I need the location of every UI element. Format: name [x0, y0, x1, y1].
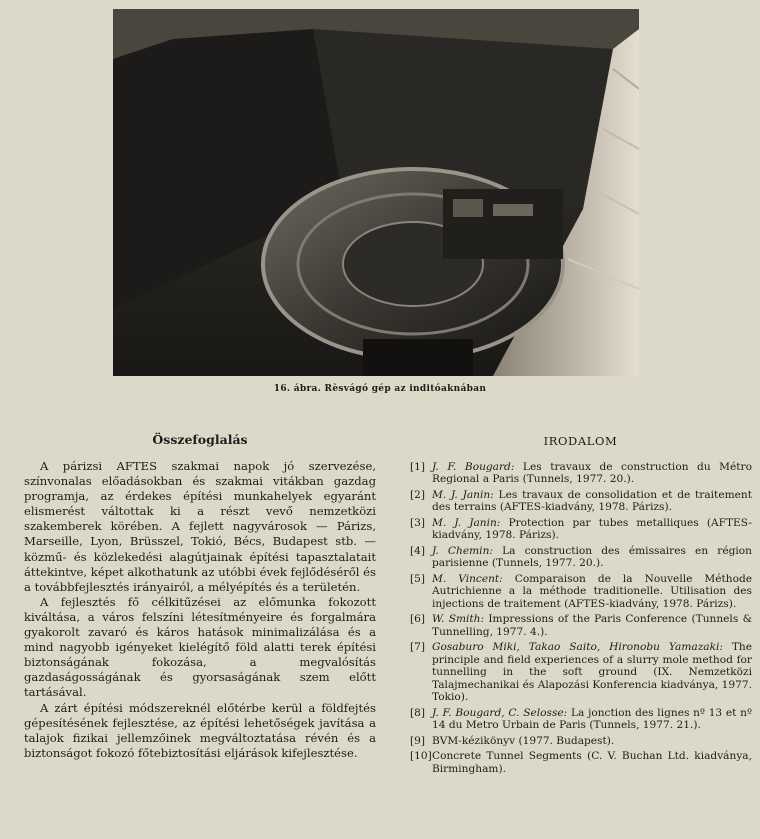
summary-text — [24, 459, 376, 761]
reference-number: [10] — [410, 750, 432, 763]
reference-text: Les travaux de consolidation et de traitement des terrains (AFTES-kiadvány, 1978. Párizs). — [432, 489, 752, 514]
reference-author: M. Vincent: — [432, 573, 503, 585]
reference-number: [2] — [410, 489, 426, 501]
reference-text: Impressions of the Paris Conference (Tunnels & Tunnelling, 1977. 4.). — [432, 613, 752, 638]
reference-number: [3] — [410, 517, 426, 529]
references-list — [410, 461, 752, 778]
summary-heading: Összefoglalás — [152, 432, 248, 447]
reference-author: W. Smith: — [432, 613, 485, 626]
reference-text: Comparaison de la Nouvelle Méthode Autrichienne a la méthode traditionelle. Utilisation des injections de traitement (AFTES-kiadvány, 1978. Párizs). — [432, 573, 753, 610]
reference-item — [410, 735, 752, 747]
reference-text: La jonction des lignes nº 13 et nº 14 du Metro Urbain de Paris (Tunnels, 1977. 21.). — [432, 706, 752, 732]
reference-number: [5] — [410, 573, 426, 585]
reference-number: [1] — [410, 461, 426, 473]
reference-number: [8] — [410, 706, 426, 719]
reference-author: J. Chemin: — [432, 545, 493, 557]
reference-text: Les travaux de construction du Métro Regional a Paris (Tunnels, 1977. 20.). — [432, 461, 752, 486]
figure-photo — [113, 9, 639, 376]
reference-number: [7] — [410, 641, 426, 654]
reference-text: BVM-kézikönyv (1977. Budapest). — [432, 734, 615, 747]
references-heading: IRODALOM — [543, 434, 618, 448]
reference-item — [410, 707, 752, 732]
reference-author: J. F. Bougard, C. Selosse: — [432, 706, 568, 719]
reference-item — [410, 545, 752, 570]
reference-item — [410, 641, 752, 703]
reference-text: The principle and field experiences of a slurry mole method for tunnelling in the soft ground (IX. Nemzetközi Talajmechanikai és Alapozási Konferencia kiadványa, 1977. Tokio). — [432, 641, 752, 704]
reference-author: M. J. Janin: — [432, 517, 501, 529]
reference-item — [410, 517, 752, 542]
reference-text: Concrete Tunnel Segments (C. V. Buchan Ltd. kiadványa, Birmingham). — [432, 750, 752, 775]
reference-number: [4] — [410, 545, 426, 557]
reference-author: J. F. Bougard: — [432, 461, 515, 473]
reference-text: Protection par tubes metalliques (AFTES-kiadvány, 1978. Párizs). — [432, 517, 752, 542]
reference-text: La construction des émissaires en région parisienne (Tunnels, 1977. 20.). — [432, 545, 752, 570]
tunnel-shaft-photo — [113, 9, 639, 376]
summary-paragraph: A párizsi AFTES szakmai napok jó szervezése, színvonalas előadásokban és szakmai vitákban gazdag programja, az érdekes építési munkahelyek egyaránt elismerést váltottak ki a részt vevő nemzetközi szakemberek körében. A fejlett nagyvárosok — Párizs, Marseille, Lyon, Brüsszel, Tokió, Bécs, Budapest stb. — közmű- és közlekedési alagútjainak építési tapasztalatait áttekintve, képet alkothatunk az utóbbi évek fejlődéséről és a továbbfejlesztés irányairól, a mélyépítés és a területén. — [24, 459, 376, 594]
summary-paragraph: A zárt építési módszereknél előtérbe kerül a földfejtés gépesítésének fejlesztése, az építési lehetőségek javítása a talajok fizikai jellemzőinek megváltoztatása révén és a biztonságot fokozó főtebiztosítási eljárások kifejlesztése. — [24, 700, 376, 760]
figure-caption: 16. ábra. Rèsvágó gép az inditóaknában — [273, 384, 487, 394]
reference-item — [410, 489, 752, 514]
reference-author: Gosaburo Miki, Takao Saito, Hironobu Yamazaki: — [432, 641, 723, 654]
reference-author: M. J. Janin: — [432, 489, 494, 501]
reference-number: [9] — [410, 734, 426, 747]
reference-number: [6] — [410, 613, 426, 626]
reference-item — [410, 750, 752, 775]
reference-item — [410, 573, 752, 610]
reference-item — [410, 613, 752, 638]
reference-item — [410, 461, 752, 486]
summary-paragraph: A fejlesztés fő célkitűzései az előmunka fokozott kiváltása, a város felszíni létesítményeire és forgalmára gyakorolt zavaró és káros hatások minimalizálása és a mind nagyobb igényeket kielégítő föld alatti terek építési biztonságának fokozása, a megvalósítás gazdaságosságának és gyorsaságának szem előtt tartásával. — [24, 594, 376, 700]
